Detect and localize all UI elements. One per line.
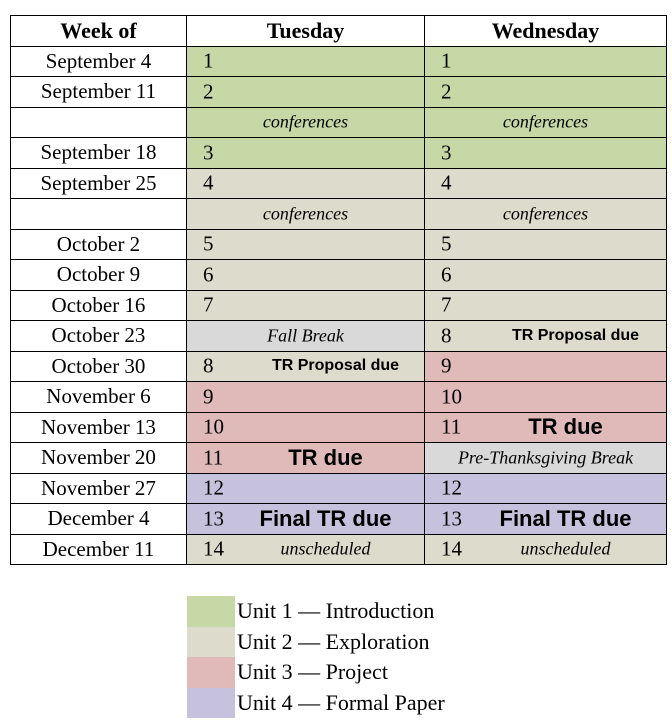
legend [187, 596, 445, 718]
session-number: 12 [441, 475, 462, 500]
tuesday-cell [187, 321, 425, 352]
week-cell: December 11 [11, 534, 187, 565]
header-row [11, 16, 667, 47]
schedule-row [11, 534, 667, 565]
session-note: conferences [502, 111, 589, 132]
legend-swatch [187, 627, 235, 658]
header-tuesday: Tuesday [187, 16, 425, 47]
wednesday-cell [425, 46, 667, 77]
week-cell: September 18 [11, 138, 187, 169]
week-cell [11, 107, 187, 138]
tuesday-cell [187, 290, 425, 321]
week-cell: September 11 [11, 77, 187, 108]
wednesday-cell [425, 229, 667, 260]
session-number: 6 [203, 262, 214, 287]
session-number: 11 [441, 414, 462, 439]
schedule-row [11, 412, 667, 443]
header-wednesday: Wednesday [425, 16, 667, 47]
session-number: 8 [441, 323, 452, 348]
wednesday-cell [425, 321, 667, 352]
week-cell: November 27 [11, 473, 187, 504]
schedule-row [11, 321, 667, 352]
session-number: 12 [203, 475, 224, 500]
session-number: 3 [441, 140, 452, 165]
week-cell: November 6 [11, 382, 187, 413]
session-number: 9 [441, 353, 452, 378]
schedule-row [11, 382, 667, 413]
tuesday-cell [187, 351, 425, 382]
session-number: 1 [203, 48, 214, 73]
session-note: TR Proposal due [511, 326, 640, 344]
tuesday-cell [187, 260, 425, 291]
tuesday-cell [187, 534, 425, 565]
wednesday-cell [425, 168, 667, 199]
tuesday-cell [187, 199, 425, 230]
session-number: 5 [203, 231, 214, 256]
session-note: unscheduled [520, 538, 611, 559]
session-note: Pre-Thanksgiving Break [457, 447, 634, 468]
week-cell [11, 199, 187, 230]
wednesday-cell [425, 199, 667, 230]
legend-label: Unit 4 — Formal Paper [237, 689, 445, 715]
session-number: 13 [441, 506, 462, 531]
week-cell: November 20 [11, 443, 187, 474]
session-note: conferences [262, 111, 349, 132]
tuesday-cell [187, 382, 425, 413]
legend-label: Unit 3 — Project [237, 659, 388, 685]
week-cell: September 25 [11, 168, 187, 199]
session-note: unscheduled [280, 538, 371, 559]
schedule-row [11, 351, 667, 382]
legend-label: Unit 2 — Exploration [237, 628, 430, 654]
week-cell: October 23 [11, 321, 187, 352]
session-number: 9 [203, 384, 214, 409]
tuesday-cell [187, 443, 425, 474]
legend-swatch [187, 657, 235, 688]
schedule-row [11, 473, 667, 504]
session-number: 4 [203, 170, 214, 195]
session-number: 2 [441, 79, 452, 104]
schedule-row [11, 443, 667, 474]
wednesday-cell [425, 473, 667, 504]
session-number: 11 [203, 445, 224, 470]
schedule-body [11, 46, 667, 565]
session-note: conferences [262, 203, 349, 224]
session-number: 8 [203, 353, 214, 378]
wednesday-cell [425, 138, 667, 169]
tuesday-cell [187, 473, 425, 504]
session-number: 7 [203, 292, 214, 317]
session-number: 2 [203, 79, 214, 104]
wednesday-cell [425, 260, 667, 291]
legend-item [187, 596, 445, 627]
tuesday-cell [187, 77, 425, 108]
schedule-row [11, 199, 667, 230]
session-note: TR Proposal due [271, 357, 400, 375]
legend-item [187, 657, 445, 688]
tuesday-cell [187, 412, 425, 443]
session-number: 14 [203, 536, 224, 561]
legend-item [187, 688, 445, 719]
wednesday-cell [425, 351, 667, 382]
tuesday-cell [187, 504, 425, 535]
session-number: 3 [203, 140, 214, 165]
schedule-row [11, 504, 667, 535]
week-cell: September 4 [11, 46, 187, 77]
legend-label: Unit 1 — Introduction [237, 598, 435, 624]
schedule-row [11, 168, 667, 199]
tuesday-cell [187, 107, 425, 138]
schedule-row [11, 46, 667, 77]
session-note: conferences [502, 203, 589, 224]
wednesday-cell [425, 412, 667, 443]
session-number: 6 [441, 262, 452, 287]
session-number: 10 [441, 384, 462, 409]
week-cell: October 9 [11, 260, 187, 291]
week-cell: November 13 [11, 412, 187, 443]
legend-swatch [187, 688, 235, 719]
wednesday-cell [425, 382, 667, 413]
week-cell: October 16 [11, 290, 187, 321]
header-week: Week of [11, 16, 187, 47]
session-note: Final TR due [499, 505, 632, 531]
session-number: 7 [441, 292, 452, 317]
tuesday-cell [187, 229, 425, 260]
tuesday-cell [187, 168, 425, 199]
schedule-row [11, 138, 667, 169]
schedule-table [10, 15, 667, 565]
session-note: TR due [288, 444, 363, 470]
session-note: Final TR due [259, 505, 392, 531]
wednesday-cell [425, 107, 667, 138]
wednesday-cell [425, 290, 667, 321]
tuesday-cell [187, 138, 425, 169]
session-number: 10 [203, 414, 224, 439]
session-note: Fall Break [267, 325, 344, 346]
schedule-row [11, 260, 667, 291]
wednesday-cell [425, 443, 667, 474]
legend-swatch [187, 596, 235, 627]
schedule-row [11, 290, 667, 321]
session-number: 1 [441, 48, 452, 73]
session-number: 13 [203, 506, 224, 531]
session-number: 5 [441, 231, 452, 256]
week-cell: October 30 [11, 351, 187, 382]
wednesday-cell [425, 504, 667, 535]
week-cell: October 2 [11, 229, 187, 260]
session-note: TR due [528, 414, 603, 440]
session-number: 14 [441, 536, 462, 561]
legend-item [187, 627, 445, 658]
wednesday-cell [425, 534, 667, 565]
schedule-row [11, 229, 667, 260]
wednesday-cell [425, 77, 667, 108]
week-cell: December 4 [11, 504, 187, 535]
tuesday-cell [187, 46, 425, 77]
schedule-row [11, 107, 667, 138]
schedule-row [11, 77, 667, 108]
session-number: 4 [441, 170, 452, 195]
